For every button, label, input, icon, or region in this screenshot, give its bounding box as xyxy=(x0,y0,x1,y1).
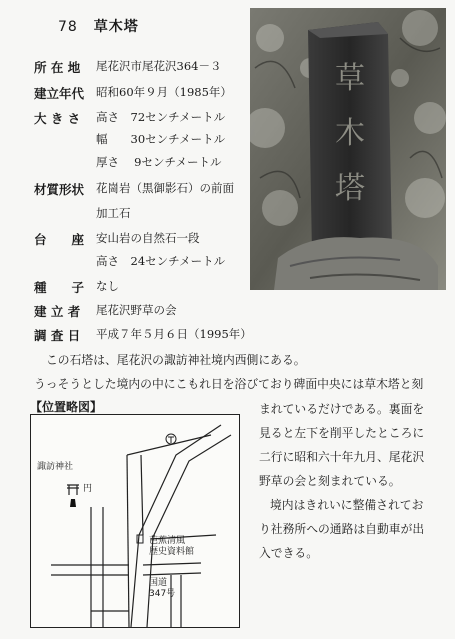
field-label-location: 所 在 地 xyxy=(34,60,81,75)
field-label-size: 大 き さ xyxy=(34,111,81,126)
carved-char-2: 木 xyxy=(335,116,365,151)
field-label-material: 材質形状 xyxy=(34,182,85,197)
field-label-survey-date: 調 査 日 xyxy=(34,328,81,343)
map-label-museum-1: 芭蕉清風 xyxy=(149,536,186,546)
field-value-height: 高さ 72センチメートル xyxy=(96,110,226,124)
description-line-2: うっそうとした境内の中にこもれ日を浴びており碑面中央には草木塔と刻 xyxy=(34,377,424,391)
description-line-8: り社務所への通路は自動車が出 xyxy=(259,522,425,536)
description-line-5: 二行に昭和六十年九月、尾花沢 xyxy=(259,450,425,464)
field-value-survey-date: 平成７年５月６日（1995年） xyxy=(96,327,252,341)
field-value-thickness: 厚さ 9センチメートル xyxy=(96,155,222,169)
field-value-year: 昭和60年９月（1985年） xyxy=(96,85,232,99)
field-value-material-2: 加工石 xyxy=(96,206,131,220)
field-value-pedestal: 安山岩の自然石一段 xyxy=(96,231,200,245)
map-label-route-1: 国道 xyxy=(149,578,168,588)
map-label-shrine: 諏訪神社 xyxy=(37,462,74,472)
map-label-route-2: 347号 xyxy=(149,589,176,599)
map-label-museum-2: 歴史資料館 xyxy=(149,547,195,557)
field-value-width: 幅 30センチメートル xyxy=(96,132,226,146)
monument-photo xyxy=(250,8,446,290)
description-line-9: 入できる。 xyxy=(259,546,318,560)
field-value-pedestal-height: 高さ 24センチメートル xyxy=(96,254,226,268)
monument-title xyxy=(58,16,139,36)
map-label-gate: 円 xyxy=(83,484,93,494)
map-heading: 【位置略図】 xyxy=(30,400,103,414)
location-map xyxy=(30,414,240,628)
carved-char-3: 塔 xyxy=(335,171,365,206)
description-line-6: 野草の会と刻まれている。 xyxy=(259,474,401,488)
field-label-seed: 種 子 xyxy=(34,280,85,295)
field-value-builder: 尾花沢野草の会 xyxy=(96,303,177,317)
carved-char-1: 草 xyxy=(335,61,365,96)
description-line-3: まれているだけである。裏面を xyxy=(259,402,425,416)
field-label-year: 建立年代 xyxy=(34,86,85,101)
field-value-location: 尾花沢市尾花沢364－３ xyxy=(96,59,222,73)
map-roads xyxy=(31,415,239,627)
monument-name: 草木塔 xyxy=(93,19,139,35)
field-label-pedestal: 台 座 xyxy=(34,232,85,247)
description-line-1: この石塔は、尾花沢の諏訪神社境内西側にある。 xyxy=(46,353,306,367)
description-line-4: 見ると左下を削平したところに xyxy=(259,426,425,440)
field-label-builder: 建 立 者 xyxy=(34,304,81,319)
monument-number: 78 xyxy=(58,19,78,35)
description-line-7: 境内はきれいに整備されてお xyxy=(270,498,424,512)
field-value-seed: なし xyxy=(96,279,119,293)
field-value-material: 花崗岩（黒御影石）の前面 xyxy=(96,181,234,195)
